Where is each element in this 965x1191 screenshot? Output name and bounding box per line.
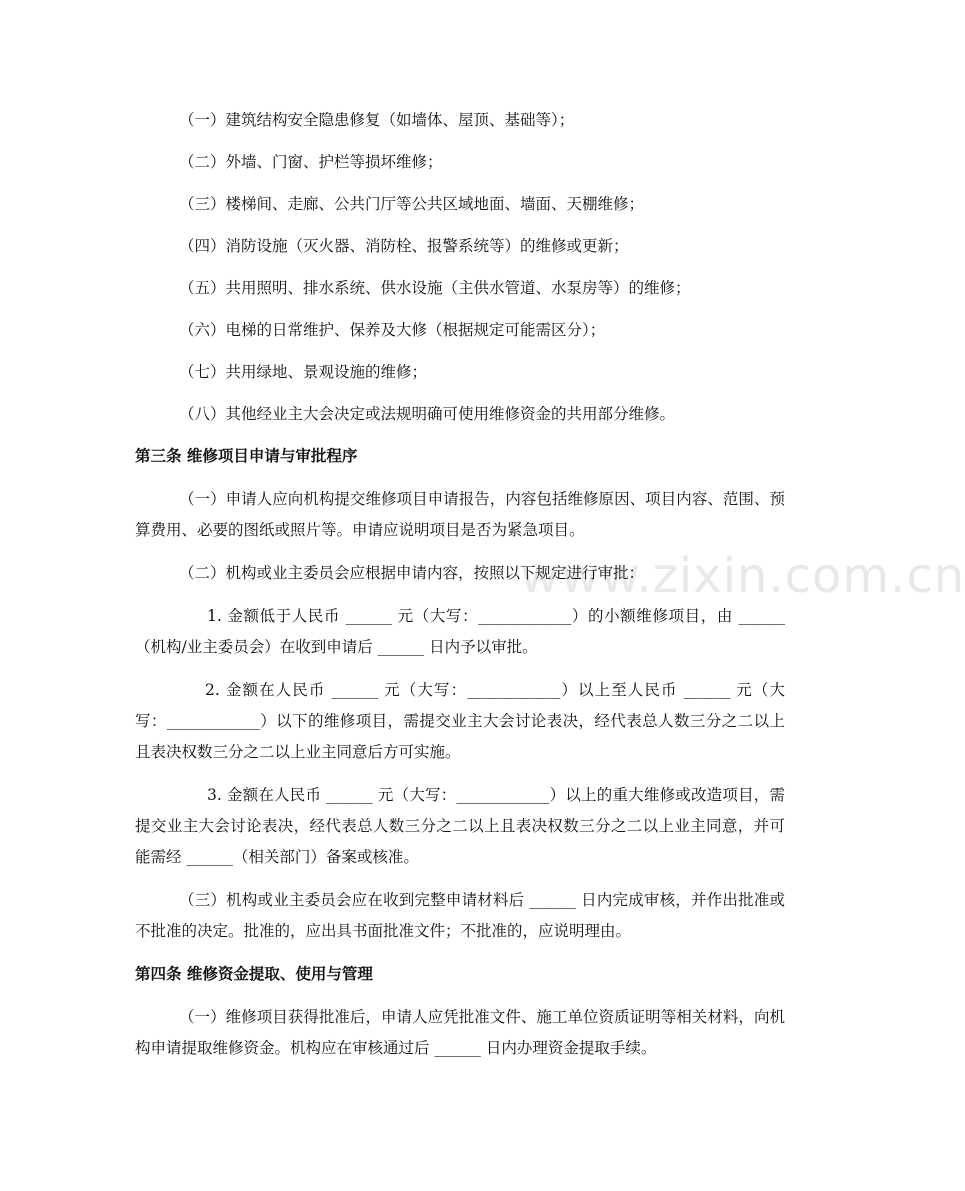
article-3-clause-2: 2. 金额在人民币 ______ 元（大写：____________）以上至人民币 ______ 元（大写：____________）以下的维修项目，需提交业主大会讨论表决，经代表总人数三分之二以上且表决权数三分之二以上业主同意后方可实施。 — [135, 681, 785, 761]
document-body — [135, 105, 785, 1076]
list-item: （七）共用绿地、景观设施的维修； — [179, 363, 428, 381]
article-3-paragraph-2: （二）机构或业主委员会应根据申请内容，按照以下规定进行审批： — [179, 564, 645, 582]
article-3-clause-3: 3. 金额在人民币 ______ 元（大写：____________）以上的重大维修或改造项目，需提交业主大会讨论表决，经代表总人数三分之二以上且表决权数三分之二以上业主同意，并可能需经 ______（相关部门）备案或核准。 — [135, 786, 785, 866]
list-item: （一）建筑结构安全隐患修复（如墙体、屋顶、基础等）； — [179, 111, 575, 129]
list-item: （八）其他经业主大会决定或法规明确可使用维修资金的共用部分维修。 — [179, 405, 676, 423]
watermark: www.zixin.com.cn — [520, 548, 965, 604]
list-item: （六）电梯的日常维护、保养及大修（根据规定可能需区分）； — [179, 321, 606, 339]
article-3-paragraph-3: （三）机构或业主委员会应在收到完整申请材料后 ______ 日内完成审核，并作出批准或不批准的决定。批准的，应出具书面批准文件；不批准的，应说明理由。 — [135, 891, 785, 940]
list-item: （五）共用照明、排水系统、供水设施（主供水管道、水泵房等）的维修； — [179, 279, 691, 297]
list-item: （三）楼梯间、走廊、公共门厅等公共区域地面、墙面、天棚维修； — [179, 195, 645, 213]
article-3-clause-1: 1. 金额低于人民币 ______ 元（大写：____________）的小额维修项目，由 ______（机构/业主委员会）在收到申请后 ______ 日内予以审批。 — [135, 607, 785, 656]
article-4-heading: 第四条 维修资金提取、使用与管理 — [135, 965, 373, 983]
article-4-paragraph-1: （一）维修项目获得批准后，申请人应凭批准文件、施工单位资质证明等相关材料，向机构申请提取维修资金。机构应在审核通过后 ______ 日内办理资金提取手续。 — [135, 1008, 785, 1057]
article-3-heading: 第三条 维修项目申请与审批程序 — [135, 447, 358, 465]
article-3-paragraph-1: （一）申请人应向机构提交维修项目申请报告，内容包括维修原因、项目内容、范围、预算费用、必要的图纸或照片等。申请应说明项目是否为紧急项目。 — [135, 490, 785, 539]
list-item: （四）消防设施（灭火器、消防栓、报警系统等）的维修或更新； — [179, 237, 629, 255]
list-item: （二）外墙、门窗、护栏等损坏维修； — [179, 153, 443, 171]
